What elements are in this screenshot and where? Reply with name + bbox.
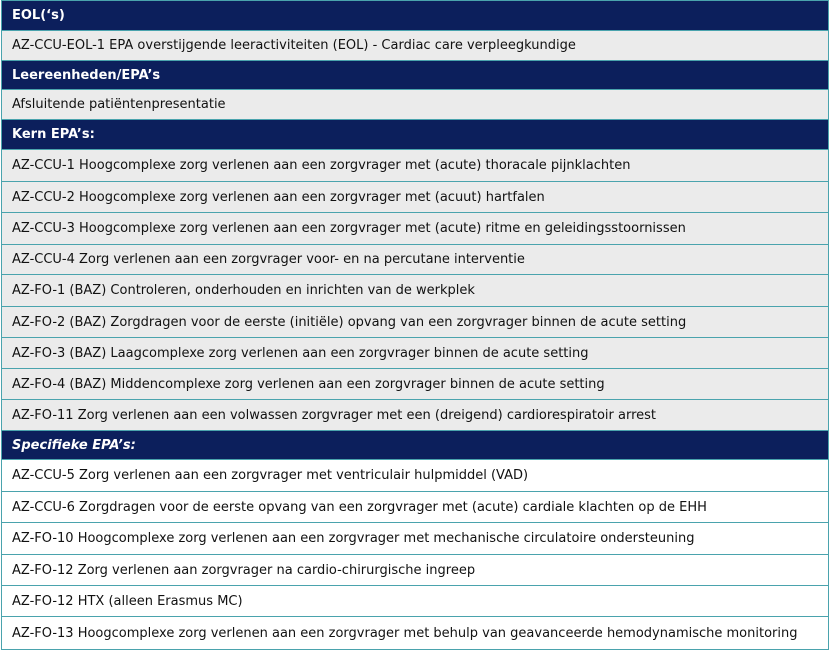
table-row (2, 523, 829, 555)
epa-item: AZ-FO-12 Zorg verlenen aan zorgvrager na cardio-chirurgische ingreep (2, 555, 829, 586)
epa-item: AZ-FO-3 (BAZ) Laagcomplexe zorg verlenen aan een zorgvrager binnen de acute setting (2, 338, 829, 369)
section-header: Leereenheden/EPA’s (2, 61, 829, 90)
epa-item: AZ-FO-2 (BAZ) Zorgdragen voor de eerste (initiële) opvang van een zorgvrager binnen de acute setting (2, 307, 829, 338)
table-row (2, 275, 829, 307)
table-row (2, 182, 829, 213)
table-row (2, 460, 829, 492)
epa-item: AZ-FO-11 Zorg verlenen aan een volwassen zorgvrager met een (dreigend) cardiorespiratoir arrest (2, 400, 829, 431)
section-header-row (2, 61, 829, 90)
table-row (2, 213, 829, 245)
epa-item: AZ-CCU-1 Hoogcomplexe zorg verlenen aan een zorgvrager met (acute) thoracale pijnklachten (2, 150, 829, 182)
table-row (2, 492, 829, 523)
section-header-row (2, 431, 829, 460)
epa-item: AZ-CCU-3 Hoogcomplexe zorg verlenen aan een zorgvrager met (acute) ritme en geleidingsstoornissen (2, 213, 829, 245)
epa-table (1, 0, 829, 650)
epa-table-body (2, 1, 829, 650)
table-row (2, 369, 829, 400)
section-header-row (2, 120, 829, 150)
table-row (2, 150, 829, 182)
table-row (2, 31, 829, 61)
section-header: Specifieke EPA’s: (2, 431, 829, 460)
section-header-row (2, 1, 829, 31)
table-row (2, 617, 829, 650)
epa-item: AZ-FO-12 HTX (alleen Erasmus MC) (2, 586, 829, 617)
epa-item: AZ-CCU-4 Zorg verlenen aan een zorgvrager voor- en na percutane interventie (2, 245, 829, 275)
table-row (2, 307, 829, 338)
epa-item: AZ-FO-1 (BAZ) Controleren, onderhouden en inrichten van de werkplek (2, 275, 829, 307)
epa-item: AZ-CCU-5 Zorg verlenen aan een zorgvrager met ventriculair hulpmiddel (VAD) (2, 460, 829, 492)
table-row (2, 555, 829, 586)
epa-item: AZ-CCU-6 Zorgdragen voor de eerste opvang van een zorgvrager met (acute) cardiale klachten op de EHH (2, 492, 829, 523)
table-row (2, 90, 829, 120)
epa-item: AZ-FO-10 Hoogcomplexe zorg verlenen aan een zorgvrager met mechanische circulatoire ondersteuning (2, 523, 829, 555)
epa-item: AZ-CCU-EOL-1 EPA overstijgende leeractiviteiten (EOL) - Cardiac care verpleegkundige (2, 31, 829, 61)
section-header: EOL(‘s) (2, 1, 829, 31)
epa-item: Afsluitende patiëntenpresentatie (2, 90, 829, 120)
section-header: Kern EPA’s: (2, 120, 829, 150)
epa-item: AZ-CCU-2 Hoogcomplexe zorg verlenen aan een zorgvrager met (acuut) hartfalen (2, 182, 829, 213)
epa-item: AZ-FO-13 Hoogcomplexe zorg verlenen aan een zorgvrager met behulp van geavanceerde hemodynamische monitoring (2, 617, 829, 650)
table-row (2, 400, 829, 431)
table-row (2, 338, 829, 369)
table-row (2, 245, 829, 275)
table-row (2, 586, 829, 617)
epa-item: AZ-FO-4 (BAZ) Middencomplexe zorg verlenen aan een zorgvrager binnen de acute setting (2, 369, 829, 400)
